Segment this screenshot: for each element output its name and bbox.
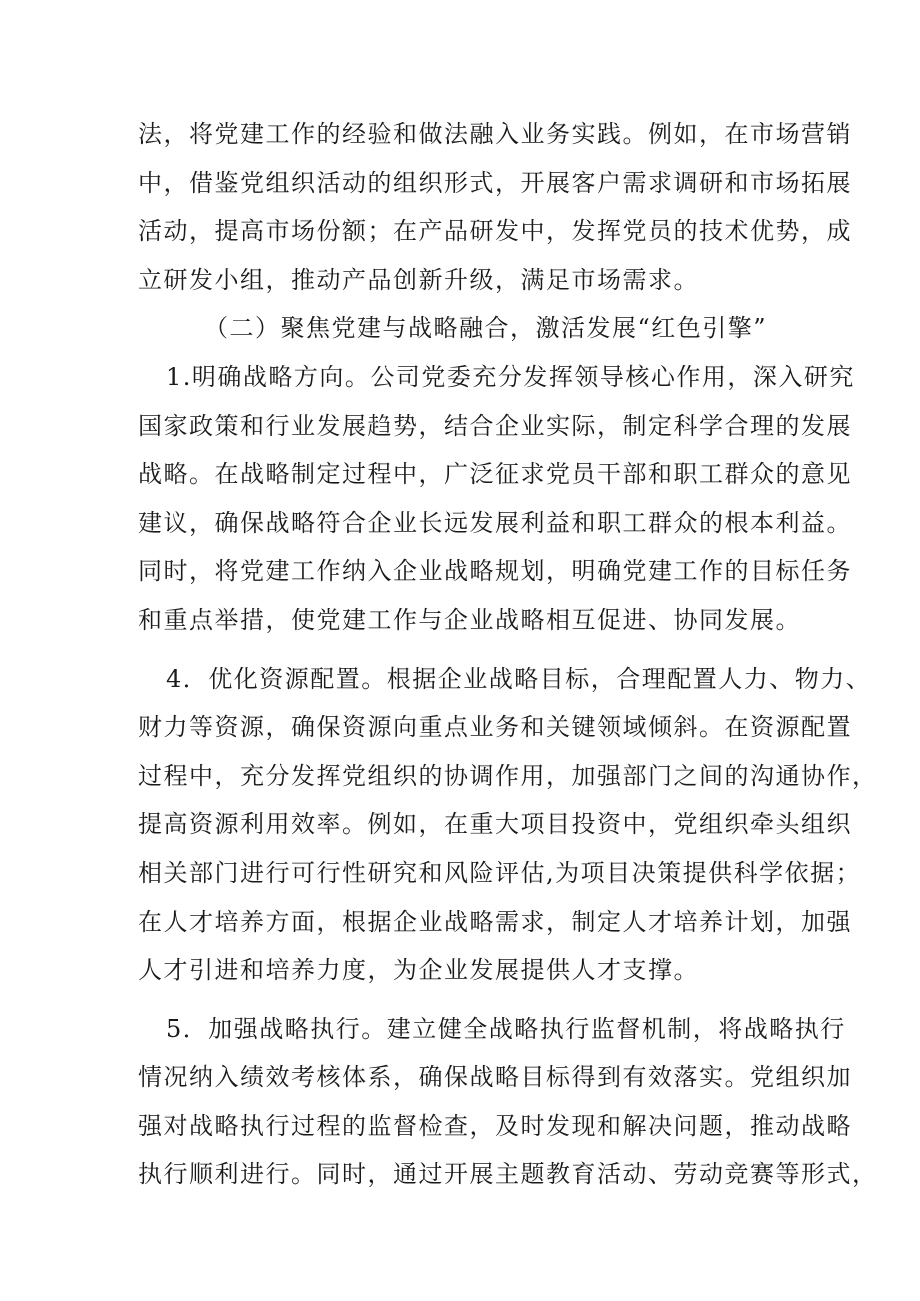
paragraph-resource-allocation — [138, 655, 878, 995]
text-line: 建议，确保战略符合企业长远发展利益和职工群众的根本利益。 — [138, 508, 852, 537]
section-heading-text: （二）聚焦党建与战略融合，激活发展“红色引擎” — [204, 314, 768, 343]
text-line: 强对战略执行过程的监督检查，及时发现和解决问题，推动战略 — [138, 1111, 852, 1140]
text-line: 中，借鉴党组织活动的组织形式，开展客户需求调研和市场拓展 — [138, 168, 852, 197]
text-line: 4．优化资源配置。根据企业战略目标，合理配置人力、物力、 — [166, 664, 872, 693]
text-line: 提高资源利用效率。例如，在重大项目投资中，党组织牵头组织 — [138, 810, 852, 839]
text-line: 1.明确战略方向。公司党委充分发挥领导核心作用，深入研究 — [166, 362, 855, 391]
text-line: 5．加强战略执行。建立健全战略执行监督机制，将战略执行 — [166, 1014, 846, 1043]
text-line: 活动，提高市场份额；在产品研发中，发挥党员的技术优势，成 — [138, 217, 852, 246]
text-line: 国家政策和行业发展趋势，结合企业实际，制定科学合理的发展 — [138, 411, 852, 440]
text-line: 战略。在战略制定过程中，广泛征求党员干部和职工群众的意见 — [138, 460, 852, 489]
document-body — [138, 110, 878, 1199]
section-heading — [138, 304, 790, 353]
text-line: 过程中，充分发挥党组织的协调作用，加强部门之间的沟通协作， — [138, 761, 878, 790]
text-line: 情况纳入绩效考核体系，确保战略目标得到有效落实。党组织加 — [138, 1063, 852, 1092]
text-line: 人才引进和培养力度，为企业发展提供人才支撑。 — [138, 956, 699, 985]
text-line: 立研发小组，推动产品创新升级，满足市场需求。 — [138, 265, 699, 294]
text-line: 和重点举措，使党建工作与企业战略相互促进、协同发展。 — [138, 605, 801, 634]
text-line: 同时，将党建工作纳入企业战略规划，明确党建工作的目标任务 — [138, 557, 852, 586]
text-line: 在人才培养方面，根据企业战略需求，制定人才培养计划，加强 — [138, 907, 852, 936]
paragraph-continuation — [138, 110, 852, 304]
text-line: 财力等资源，确保资源向重点业务和关键领域倾斜。在资源配置 — [138, 713, 852, 742]
text-line: 法，将党建工作的经验和做法融入业务实践。例如，在市场营销 — [138, 120, 852, 148]
text-line: 执行顺利进行。同时，通过开展主题教育活动、劳动竞赛等形式， — [138, 1160, 878, 1189]
paragraph-strategy-direction — [138, 353, 855, 645]
text-line: 相关部门进行可行性研究和风险评估,为项目决策提供科学依据； — [138, 858, 862, 887]
paragraph-strategy-execution — [138, 1005, 878, 1199]
